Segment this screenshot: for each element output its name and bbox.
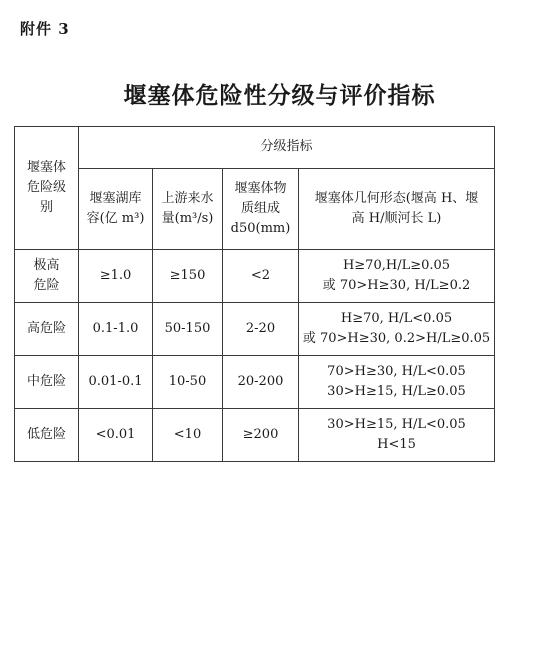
- capacity-cell: 0.1-1.0: [79, 303, 153, 356]
- table-subheader-row: [15, 169, 495, 250]
- header-line: 堰塞体几何形态(堰高 H、堰: [314, 190, 479, 206]
- geometry-line: H≥70,H/L≥0.05: [342, 257, 451, 273]
- danger-level-cell: [15, 303, 79, 356]
- geometry-cell: [299, 303, 495, 356]
- geometry-line: 30>H≥15, H/L<0.05: [327, 416, 466, 432]
- level-line: 极高: [33, 257, 60, 273]
- geometry-header: [299, 169, 495, 250]
- capacity-cell: 0.01-0.1: [79, 356, 153, 409]
- inflow-header: [153, 169, 223, 250]
- inflow-cell: ≥150: [153, 250, 223, 303]
- danger-level-header: [15, 127, 79, 250]
- header-line: 高 H/顺河长 L): [351, 211, 442, 226]
- danger-level-cell: [15, 409, 79, 462]
- geometry-line: 70>H≥30, H/L<0.05: [327, 363, 466, 379]
- danger-level-cell: [15, 250, 79, 303]
- geometry-line: 或 70>H≥30, H/L≥0.2: [322, 278, 471, 293]
- page-title: 堰塞体危险性分级与评价指标: [123, 82, 436, 109]
- geometry-line: H<15: [377, 437, 416, 452]
- table-row: [15, 250, 495, 303]
- geometry-cell: [299, 409, 495, 462]
- level-line: 中危险: [26, 373, 66, 389]
- inflow-cell: <10: [153, 409, 223, 462]
- grading-indicators-header: 分级指标: [79, 127, 495, 169]
- header-line: 别: [39, 200, 53, 216]
- level-line: 低危险: [26, 426, 66, 442]
- header-line: 堰塞湖库: [89, 190, 142, 206]
- geometry-line: 30>H≥15, H/L≥0.05: [327, 384, 466, 399]
- header-line: 危险级: [26, 179, 66, 195]
- geometry-line: H≥70, H/L<0.05: [340, 310, 453, 326]
- lake-capacity-header: [79, 169, 153, 250]
- geometry-line: 或 70>H≥30, 0.2>H/L≥0.05: [302, 331, 491, 346]
- table-row: [15, 356, 495, 409]
- inflow-cell: 50-150: [153, 303, 223, 356]
- d50-cell: 2-20: [223, 303, 299, 356]
- hazard-grading-table: [14, 126, 495, 462]
- danger-level-cell: [15, 356, 79, 409]
- geometry-cell: [299, 250, 495, 303]
- d50-cell: ≥200: [223, 409, 299, 462]
- table-row: [15, 409, 495, 462]
- header-line: 容(亿 m³): [86, 211, 145, 226]
- level-line: 高危险: [26, 320, 66, 336]
- header-line: 质组成: [240, 200, 280, 216]
- table-header-row: [15, 127, 495, 169]
- header-line: 上游来水: [161, 190, 214, 206]
- header-line: 堰塞体: [26, 159, 66, 175]
- level-line: 危险: [33, 278, 60, 293]
- capacity-cell: <0.01: [79, 409, 153, 462]
- d50-cell: <2: [223, 250, 299, 303]
- header-line: 堰塞体物: [234, 180, 287, 196]
- geometry-cell: [299, 356, 495, 409]
- inflow-cell: 10-50: [153, 356, 223, 409]
- material-composition-header: [223, 169, 299, 250]
- header-line: 量(m³/s): [161, 211, 214, 226]
- capacity-cell: ≥1.0: [79, 250, 153, 303]
- attachment-label: 附件 3: [20, 20, 70, 38]
- table-row: [15, 303, 495, 356]
- header-line: d50(mm): [230, 221, 291, 237]
- d50-cell: 20-200: [223, 356, 299, 409]
